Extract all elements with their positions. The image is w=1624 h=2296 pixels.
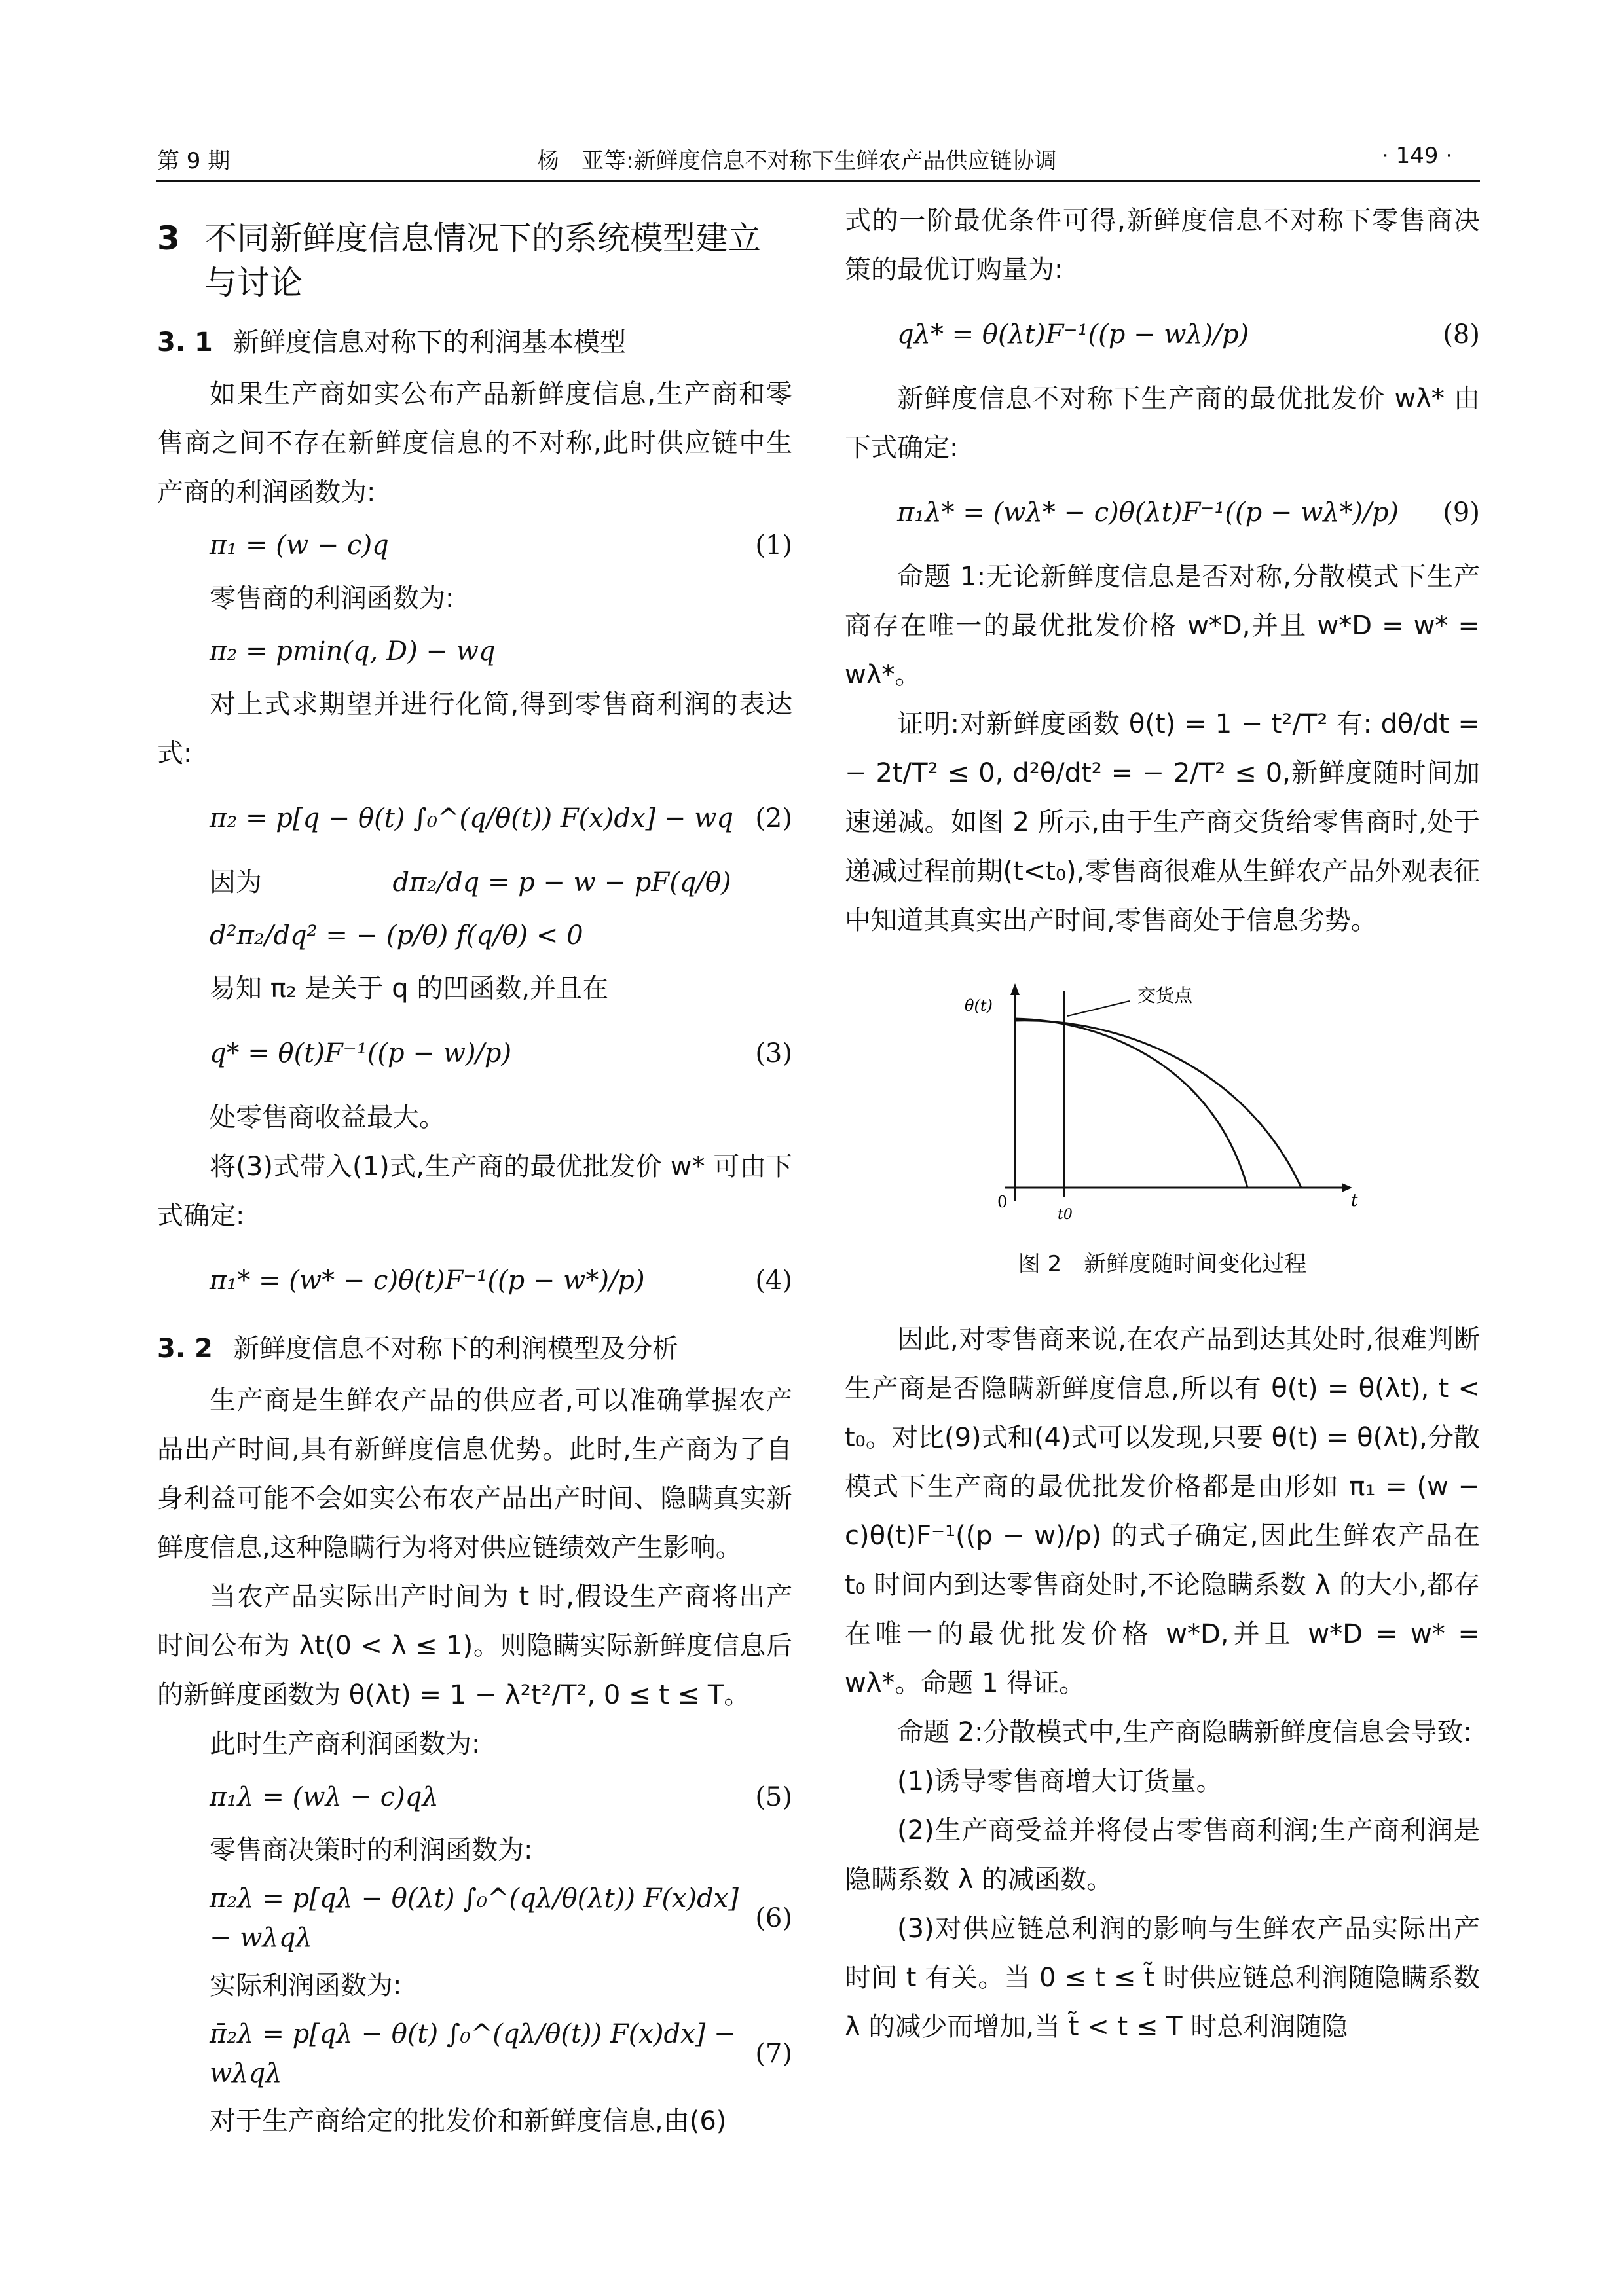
paragraph: 证明:对新鲜度函数 θ(t) = 1 − t²/T² 有: dθ/dt = − 2t/T² ≤ 0, d²θ/dt² = − 2/T² ≤ 0,新鲜度随时间加速递减。如图 2 所示,由于生产商交货给零售商时,处于递减过程前期(t<t₀),零售商很难从生鲜农产品外观表征中知道其真实出产时间,零售商处于信息劣势。 xyxy=(845,709,1480,936)
section-number: 3 xyxy=(157,219,180,257)
paragraph: 处零售商收益最大。 xyxy=(210,1102,445,1133)
freshness-curve-concealed xyxy=(1015,1019,1247,1188)
subsection-title: 新鲜度信息对称下的利润基本模型 xyxy=(233,327,626,357)
annotation-leader xyxy=(1067,1001,1130,1016)
paragraph: 如果生产商如实公布产品新鲜度信息,生产商和零售商之间不存在新鲜度信息的不对称,此时供应链中生产商的利润函数为: xyxy=(157,379,792,507)
equation-9 xyxy=(845,477,1480,549)
equation-pi2 xyxy=(157,627,792,676)
subsection-title: 新鲜度信息不对称下的利润模型及分析 xyxy=(233,1334,678,1364)
left-column xyxy=(157,196,792,2146)
paragraph: (2)生产商受益并将侵占零售商利润;生产商利润是隐瞒系数 λ 的减函数。 xyxy=(845,1815,1480,1895)
equation-number: (8) xyxy=(1443,319,1480,350)
equation-2 xyxy=(157,782,792,854)
origin-label: 0 xyxy=(997,1193,1008,1211)
equation-number: (5) xyxy=(755,1782,792,1812)
paragraph: 对于生产商给定的批发价和新鲜度信息,由(6) xyxy=(210,2106,727,2136)
equation-number: (7) xyxy=(755,2039,792,2069)
equation-6 xyxy=(157,1879,792,1958)
equation-body: d²π₂/dq² = − (p/θ) f(q/θ) < 0 xyxy=(210,920,583,951)
y-axis-arrow xyxy=(1010,983,1020,995)
equation-number: (3) xyxy=(755,1038,792,1068)
equation-3 xyxy=(157,1017,792,1089)
equation-body: π₂λ = p[qλ − θ(λt) ∫₀^(qλ/θ(λt)) F(x)dx] − wλqλ xyxy=(210,1884,739,1953)
equation-body: π₁λ* = (wλ* − c)θ(λt)F⁻¹((p − wλ*)/p) xyxy=(897,498,1399,528)
delivery-point-label: 交货点 xyxy=(1137,985,1193,1006)
equation-body: qλ* = θ(λt)F⁻¹((p − wλ)/p) xyxy=(897,319,1249,350)
paragraph: 命题 1:无论新鲜度信息是否对称,分散模式下生产商存在唯一的最优批发价格 w*D,并且 w*D = w* = wλ*。 xyxy=(845,562,1480,690)
equation-body: π̄₂λ = p[qλ − θ(t) ∫₀^(qλ/θ(t)) F(x)dx] − wλqλ xyxy=(210,2019,736,2088)
paragraph: 实际利润函数为: xyxy=(210,1971,402,2001)
subsection-3-2-heading xyxy=(157,1324,792,1374)
equation-7 xyxy=(157,2014,792,2093)
equation-number: (2) xyxy=(755,803,792,833)
paragraph: 式的一阶最优条件可得,新鲜度信息不对称下零售商决策的最优订购量为: xyxy=(845,206,1480,285)
figure-caption: 图 2 新鲜度随时间变化过程 xyxy=(1018,1251,1307,1277)
equation-8 xyxy=(845,299,1480,371)
equation-number: (1) xyxy=(755,530,792,560)
subsection-number: 3. 1 xyxy=(157,327,213,357)
equation-1 xyxy=(157,521,792,570)
equation-body: π₂ = p[q − θ(t) ∫₀^(q/θ(t)) F(x)dx] − wq xyxy=(210,803,733,833)
equation-number: (4) xyxy=(755,1266,792,1296)
t0-label: t0 xyxy=(1058,1207,1073,1223)
paragraph: 当农产品实际出产时间为 t 时,假设生产商将出产时间公布为 λt(0 < λ ≤ 1)。则隐瞒实际新鲜度信息后的新鲜度函数为 θ(λt) = 1 − λ²t²/T², 0 ≤ t ≤ T。 xyxy=(157,1582,792,1710)
section-title: 不同新鲜度信息情况下的系统模型建立与讨论 xyxy=(204,219,761,302)
equation-number: (6) xyxy=(755,1903,792,1933)
equation-body: π₁ = (w − c)q xyxy=(210,530,389,560)
equation-prefix: 因为 xyxy=(210,867,262,898)
header-rule xyxy=(156,180,1480,182)
subsection-3-1-heading xyxy=(157,318,792,367)
header-title: 杨 亚等:新鲜度信息不对称下生鲜农产品供应链协调 xyxy=(537,148,1057,174)
equation-body: dπ₂/dq = p − w − pF(q/θ) xyxy=(392,867,731,898)
paragraph: 零售商决策时的利润函数为: xyxy=(210,1835,533,1865)
paragraph: (3)对供应链总利润的影响与生鲜农产品实际出产时间 t 有关。当 0 ≤ t ≤ t̃ 时供应链总利润随隐瞒系数 λ 的减少而增加,当 t̃ < t ≤ T 时总利润随隐 xyxy=(845,1914,1480,2042)
paragraph: 零售商的利润函数为: xyxy=(210,583,454,613)
paragraph: 新鲜度信息不对称下生产商的最优批发价 wλ* 由下式确定: xyxy=(845,384,1480,463)
paragraph: 将(3)式带入(1)式,生产商的最优批发价 w* 可由下式确定: xyxy=(157,1152,792,1231)
equation-number: (9) xyxy=(1443,498,1480,528)
paragraph: 生产商是生鲜农产品的供应者,可以准确掌握农产品出产时间,具有新鲜度信息优势。此时,生产商为了自身利益可能不会如实公布农产品出产时间、隐瞒真实新鲜度信息,这种隐瞒行为将对供应链绩效产生影响。 xyxy=(157,1385,792,1563)
figure-2-freshness-curve xyxy=(959,972,1365,1233)
header-page: · 149 · xyxy=(1382,143,1453,169)
paragraph: (1)诱导零售商增大订货量。 xyxy=(897,1766,1223,1796)
section-3-heading xyxy=(157,216,792,305)
subsection-number: 3. 2 xyxy=(157,1334,213,1364)
x-axis-label: t xyxy=(1351,1191,1358,1211)
equation-body: π₁λ = (wλ − c)qλ xyxy=(210,1782,439,1812)
right-column xyxy=(845,196,1480,2052)
equation-body: π₂ = pmin(q, D) − wq xyxy=(210,636,496,666)
equation-derivative xyxy=(157,858,792,907)
y-axis-label: θ(t) xyxy=(965,996,993,1015)
paragraph: 命题 2:分散模式中,生产商隐瞒新鲜度信息会导致: xyxy=(897,1717,1472,1747)
equation-5 xyxy=(157,1773,792,1822)
paragraph: 因此,对零售商来说,在农产品到达其处时,很难判断生产商是否隐瞒新鲜度信息,所以有 θ(t) = θ(λt), t < t₀。对比(9)式和(4)式可以发现,只要 θ(t) = θ(λt),分散模式下生产商的最优批发价格都是由形如 π₁ = (w − c)θ(t)F⁻¹((p − w)/p) 的式子确定,因此生鲜农产品在 t₀ 时间内到达零售商处时,不论隐瞒系数 λ 的大小,都存在唯一的最优批发价格 w*D,并且 w*D = w* = wλ*。命题 1 得证。 xyxy=(845,1324,1480,1698)
equation-4 xyxy=(157,1245,792,1317)
paragraph: 易知 π₂ 是关于 q 的凹函数,并且在 xyxy=(210,974,609,1004)
equation-second-derivative xyxy=(157,911,792,960)
header-issue: 第 9 期 xyxy=(157,148,231,174)
equation-body: q* = θ(t)F⁻¹((p − w)/p) xyxy=(210,1038,512,1068)
paragraph: 此时生产商利润函数为: xyxy=(210,1729,481,1759)
freshness-curve-true xyxy=(1015,1021,1301,1188)
paragraph: 对上式求期望并进行化简,得到零售商利润的表达式: xyxy=(157,689,792,769)
equation-body: π₁* = (w* − c)θ(t)F⁻¹((p − w*)/p) xyxy=(210,1266,645,1296)
